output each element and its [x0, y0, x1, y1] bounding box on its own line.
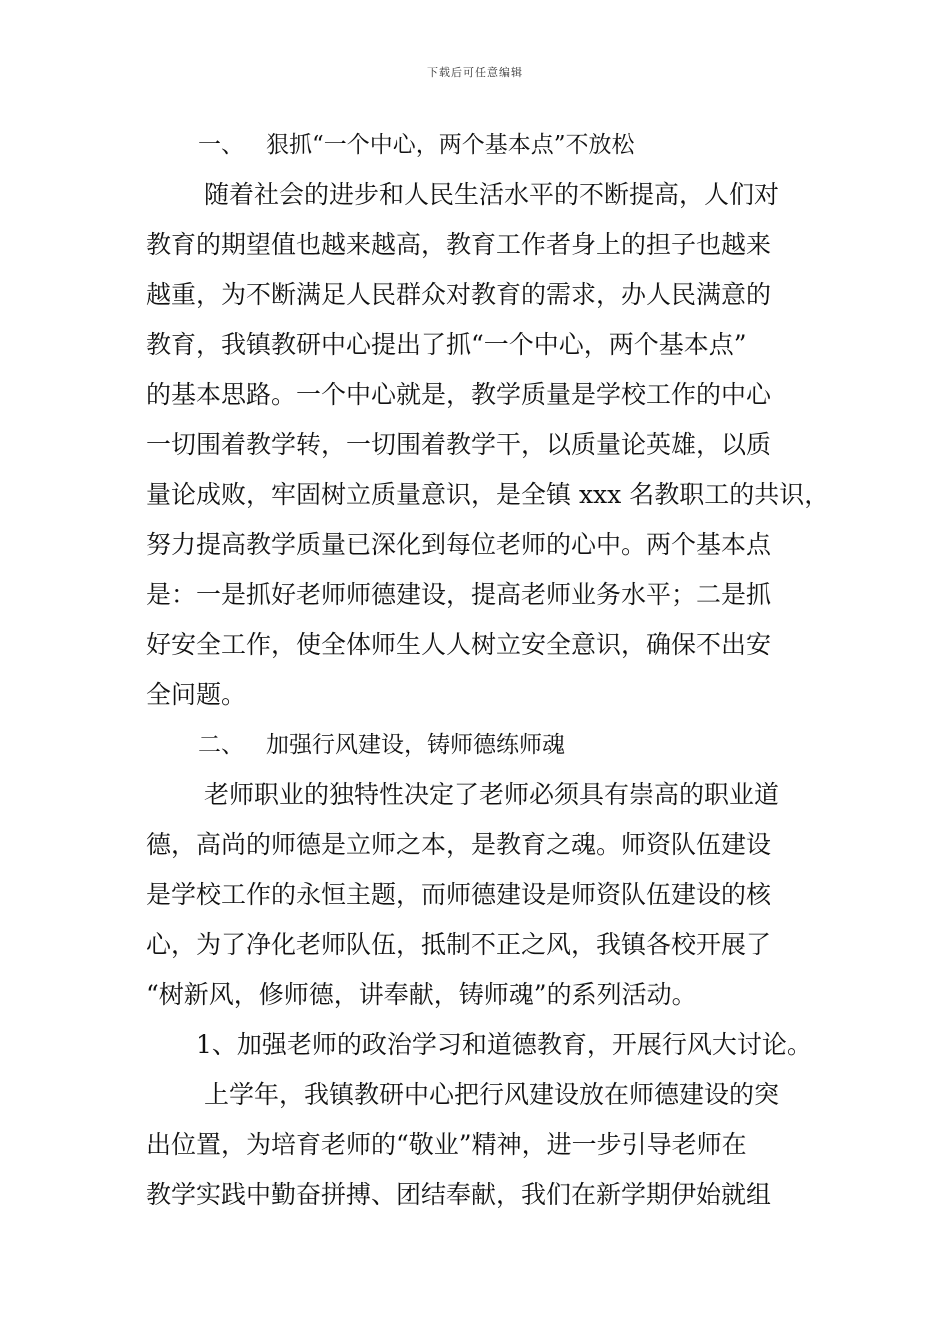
paragraph-line: 量论成败，牢固树立质量意识，是全镇 xxx 名教职工的共识， — [146, 480, 830, 509]
paragraph-line: 上学年，我镇教研中心把行风建设放在师德建设的突 — [204, 1080, 780, 1109]
paragraph-line: 德，高尚的师德是立师之本，是教育之魂。师资队伍建设 — [146, 830, 772, 859]
paragraph-line: 是：一是抓好老师师德建设，提高老师业务水平；二是抓 — [146, 580, 772, 609]
paragraph-line: 是学校工作的永恒主题，而师德建设是师资队伍建设的核 — [146, 880, 772, 909]
paragraph-line: “树新风，修师德，讲奉献，铸师魂”的系列活动。 — [146, 980, 697, 1009]
section-title: 狠抓“一个中心，两个基本点”不放松 — [266, 132, 635, 158]
paragraph-line: 教育，我镇教研中心提出了抓“一个中心，两个基本点” — [146, 330, 747, 359]
paragraph-line: 老师职业的独特性决定了老师必须具有崇高的职业道 — [204, 780, 780, 809]
section-number: 二、 — [198, 732, 244, 758]
subsection-heading-1: 1、加强老师的政治学习和道德教育，开展行风大讨论。 — [196, 1030, 812, 1059]
paragraph-line: 努力提高教学质量已深化到每位老师的心中。两个基本点 — [146, 530, 772, 559]
section-title: 加强行风建设，铸师德练师魂 — [266, 732, 565, 758]
paragraph-line: 教育的期望值也越来越高，教育工作者身上的担子也越来 — [146, 230, 772, 259]
header-note: 下载后可任意编辑 — [427, 66, 523, 79]
paragraph-line: 好安全工作，使全体师生人人树立安全意识，确保不出安 — [146, 630, 772, 659]
paragraph-line: 越重，为不断满足人民群众对教育的需求，办人民满意的 — [146, 280, 772, 309]
paragraph-line: 一切围着教学转，一切围着教学干，以质量论英雄，以质 — [146, 430, 772, 459]
document-body — [146, 120, 830, 1220]
section-heading-1 — [146, 120, 826, 170]
paragraph-line: 教学实践中勤奋拼搏、团结奉献，我们在新学期伊始就组 — [146, 1180, 772, 1209]
paragraph-line: 出位置，为培育老师的“敬业”精神，进一步引导老师在 — [146, 1130, 747, 1159]
section-heading-2 — [146, 720, 826, 770]
paragraph-line: 随着社会的进步和人民生活水平的不断提高，人们对 — [204, 180, 780, 209]
section-number: 一、 — [198, 132, 244, 158]
paragraph-line: 全问题。 — [146, 680, 247, 709]
paragraph-line: 心，为了净化老师队伍，抵制不正之风，我镇各校开展了 — [146, 930, 772, 959]
paragraph-line: 的基本思路。一个中心就是，教学质量是学校工作的中心 — [146, 380, 772, 409]
